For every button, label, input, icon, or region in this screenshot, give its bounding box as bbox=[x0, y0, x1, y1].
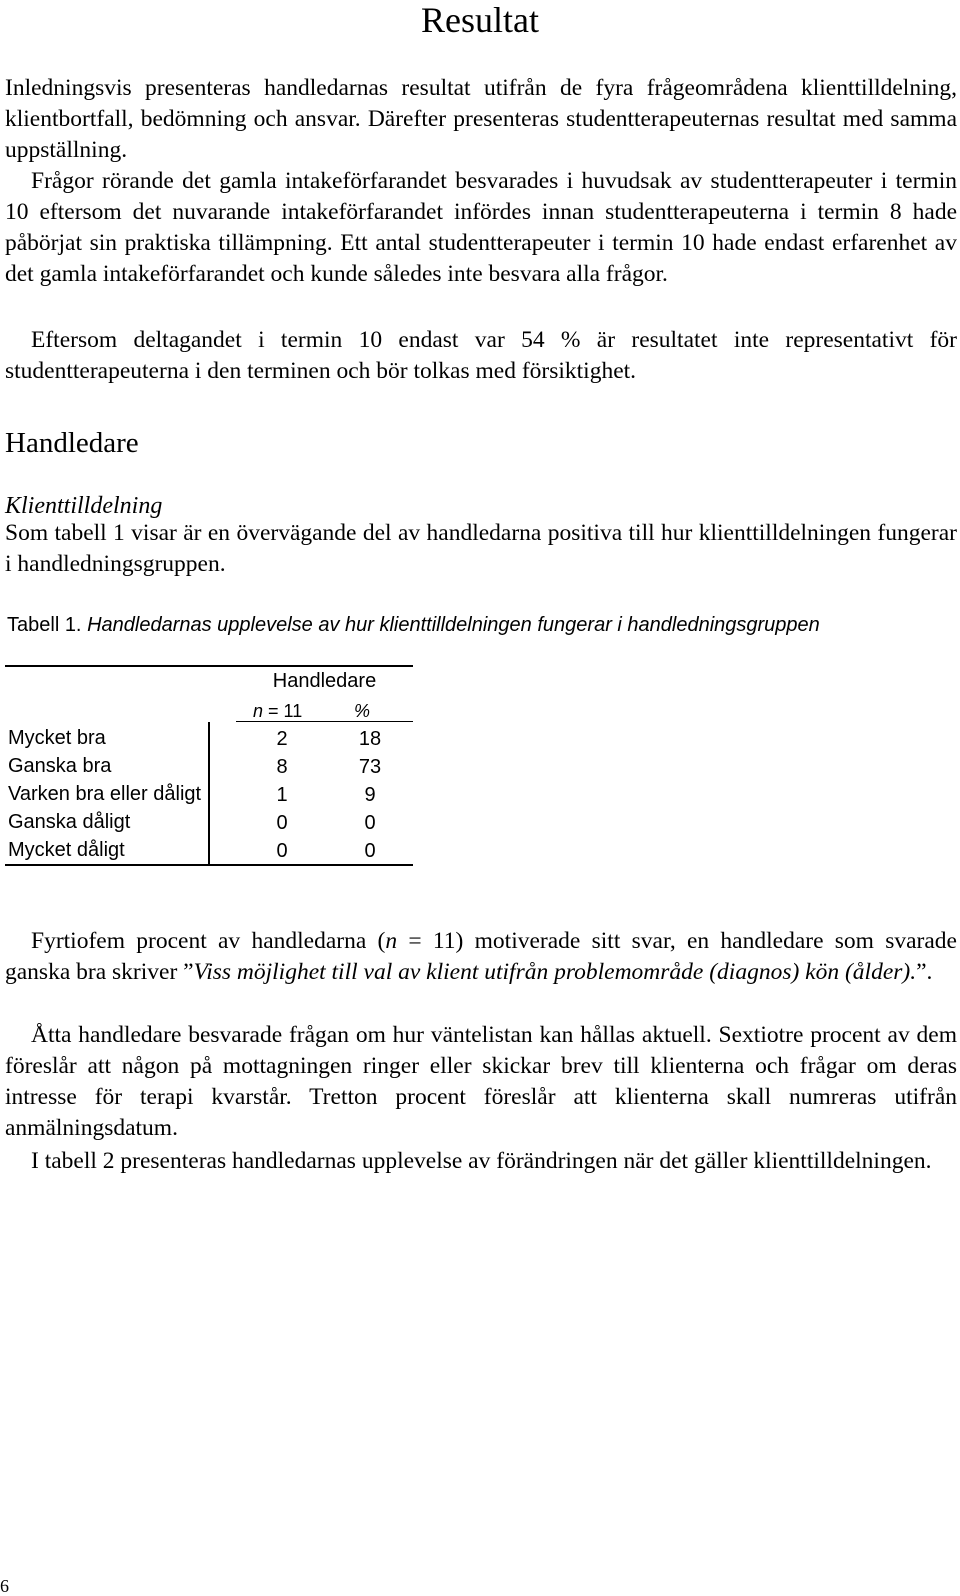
table-row-pct: 9 bbox=[364, 784, 376, 806]
table-row-n: 2 bbox=[276, 728, 288, 750]
intro-paragraph-3: Eftersom deltagandet i termin 10 endast var 54 % är resultatet inte representativt för studentterapeuterna i den terminen och bör tolkas med försiktighet. bbox=[5, 327, 957, 384]
table-row-label: Varken bra eller dåligt bbox=[8, 783, 202, 805]
page-number: 6 bbox=[0, 1576, 9, 1596]
intro-paragraph-2: Frågor rörande det gamla intakeförfarandet besvarades i huvudsak av studentterapeuter i termin 10 eftersom det nuvarande intakeförfarandet infördes innan studentterapeuterna i termin 8 hade påbörjat sin praktiska tillämpning. Ett antal studentterapeuter i termin 10 hade endast erfarenhet av det gamla intakeförfarandet och kunde således inte besvara alla frågor. bbox=[5, 168, 957, 287]
table-row-label: Mycket bra bbox=[8, 727, 106, 749]
page-title: Resultat bbox=[421, 0, 539, 40]
table-group-header: Handledare bbox=[272, 670, 377, 692]
table-caption bbox=[7, 613, 957, 637]
table2-intro-paragraph: I tabell 2 presenteras handledarnas upplevelse av förändringen när det gäller klienttilldelningen. bbox=[31, 1148, 932, 1174]
table-row-n: 1 bbox=[276, 784, 288, 806]
table-bottom-rule bbox=[5, 864, 413, 866]
table-vertical-rule bbox=[208, 722, 210, 864]
motivation-paragraph: Fyrtiofem procent av handledarna (n = 11) motiverade sitt svar, en handledare som svarade ganska bra skriver ”Viss möjlighet till val av klient utifrån problemområde (diagnos) kön (ålder).”. bbox=[5, 928, 957, 985]
subsection-paragraph: Som tabell 1 visar är en övervägande del av handledarna positiva till hur klienttilldelningen fungerar i handledningsgruppen. bbox=[5, 520, 957, 577]
table-col-pct-header: % bbox=[354, 701, 371, 721]
table-row-pct: 18 bbox=[358, 728, 382, 750]
table-row-label: Mycket dåligt bbox=[8, 839, 125, 861]
section-heading: Handledare bbox=[5, 427, 139, 459]
table-row-pct: 73 bbox=[358, 756, 382, 778]
table-row-n: 0 bbox=[276, 812, 288, 834]
table-row-pct: 0 bbox=[364, 840, 376, 862]
table-row-n: 0 bbox=[276, 840, 288, 862]
waitlist-paragraph: Åtta handledare besvarade frågan om hur väntelistan kan hållas aktuell. Sextiotre procent av dem föreslår att någon på mottagningen ringer eller skickar brev till klienterna och frågar om deras intresse för terapi kvarstår. Tretton procent föreslår att klienterna skall numreras utifrån anmälningsdatum. bbox=[5, 1022, 957, 1141]
table-row-label: Ganska bra bbox=[8, 755, 112, 777]
table-caption-label: Tabell 1. bbox=[7, 614, 82, 636]
subsection-heading: Klienttilldelning bbox=[5, 493, 163, 519]
table-col-n-header: n = 11 bbox=[253, 701, 303, 721]
table-row-pct: 0 bbox=[364, 812, 376, 834]
table-caption-text: Handledarnas upplevelse av hur klienttilldelningen fungerar i handledningsgruppen bbox=[87, 614, 820, 636]
table-row-label: Ganska dåligt bbox=[8, 811, 131, 833]
table-top-rule bbox=[5, 665, 413, 667]
table-row-n: 8 bbox=[276, 756, 288, 778]
intro-paragraph-1: Inledningsvis presenteras handledarnas resultat utifrån de fyra frågeområdena klienttilldelning, klientbortfall, bedömning och ansvar. Därefter presenteras studentterapeuternas resultat med samma uppställning. bbox=[5, 75, 957, 163]
